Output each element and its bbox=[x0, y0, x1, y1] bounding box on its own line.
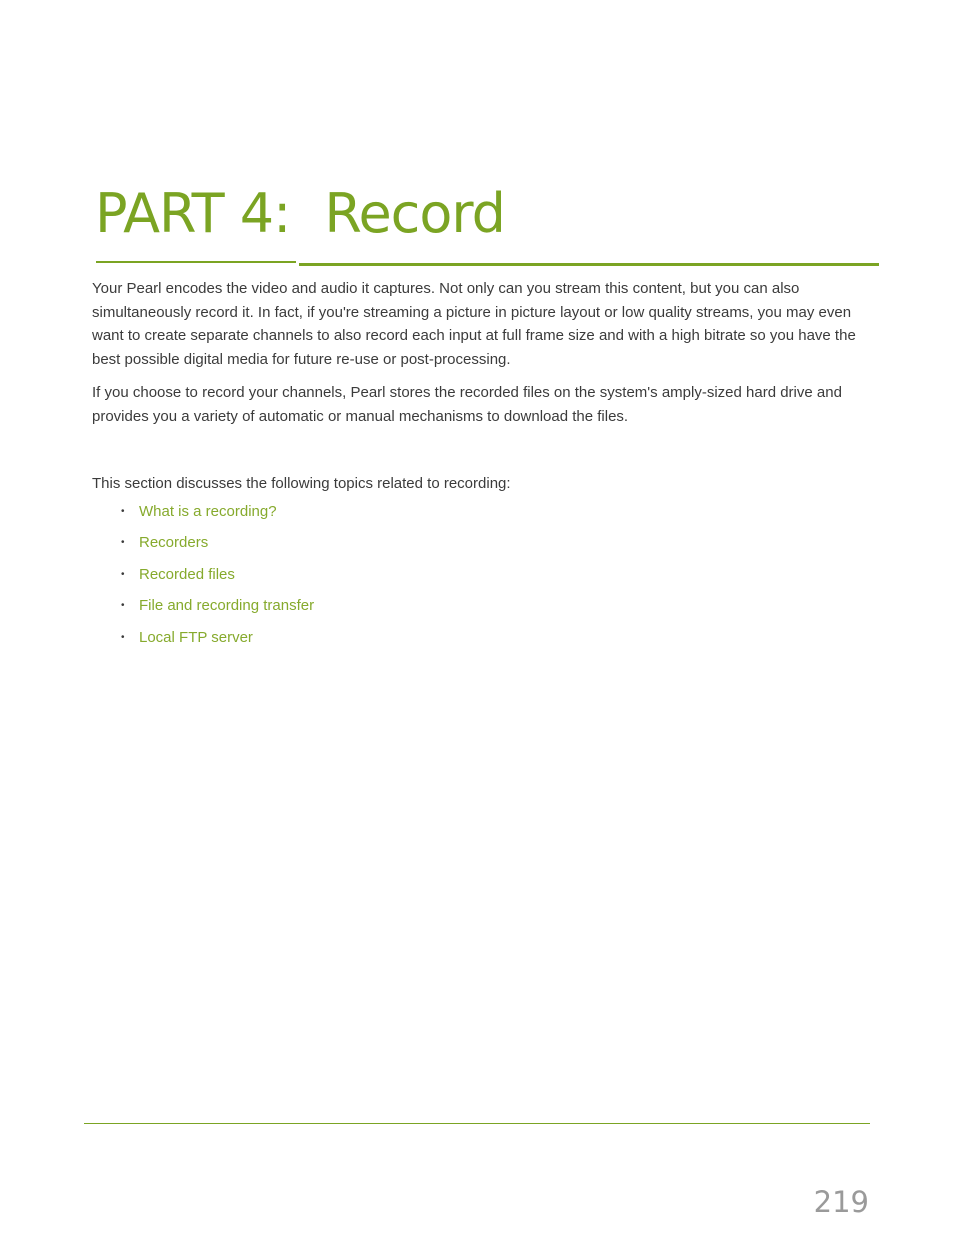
page-number: 219 bbox=[813, 1185, 869, 1219]
topic-link-local-ftp-server[interactable]: Local FTP server bbox=[139, 628, 253, 646]
topic-link-recorded-files[interactable]: Recorded files bbox=[139, 565, 235, 583]
topic-link-recorders[interactable]: Recorders bbox=[139, 534, 209, 552]
list-item bbox=[92, 559, 868, 591]
bullet-icon: • bbox=[121, 537, 125, 549]
bullet-icon: • bbox=[121, 631, 125, 643]
heading-rule-short bbox=[96, 261, 296, 263]
topic-link-what-is-a-recording[interactable]: What is a recording? bbox=[139, 502, 277, 520]
topics-intro: This section discusses the following topics related to recording: bbox=[92, 475, 511, 493]
part-label: PART 4: bbox=[95, 182, 291, 245]
list-item bbox=[92, 590, 868, 622]
part-title: Record bbox=[324, 182, 505, 245]
intro-paragraph: Your Pearl encodes the video and audio it captures. Not only can you stream this content, but you can also simultaneously record it. In fact, if you're streaming a picture in picture layout or low quality streams, you may even want to create separate channels to also record each input at full frame size and with a high bitrate so you have the best possible digital media for future re-use or post-processing. bbox=[92, 280, 856, 369]
bullet-icon: • bbox=[121, 505, 125, 517]
list-item bbox=[92, 622, 868, 654]
heading-rule-long bbox=[299, 263, 879, 266]
topic-list bbox=[92, 496, 868, 654]
topic-link-file-and-recording-transfer[interactable]: File and recording transfer bbox=[139, 597, 315, 615]
body-content bbox=[92, 277, 868, 653]
bullet-icon: • bbox=[121, 600, 125, 612]
part-heading bbox=[95, 178, 505, 250]
bullet-icon: • bbox=[121, 568, 125, 580]
storage-paragraph: If you choose to record your channels, Pearl stores the recorded files on the system's amply-sized hard drive and provides you a variety of automatic or manual mechanisms to download the files. bbox=[92, 383, 842, 425]
list-item bbox=[92, 527, 868, 559]
footer-rule bbox=[84, 1123, 870, 1124]
list-item bbox=[92, 496, 868, 528]
